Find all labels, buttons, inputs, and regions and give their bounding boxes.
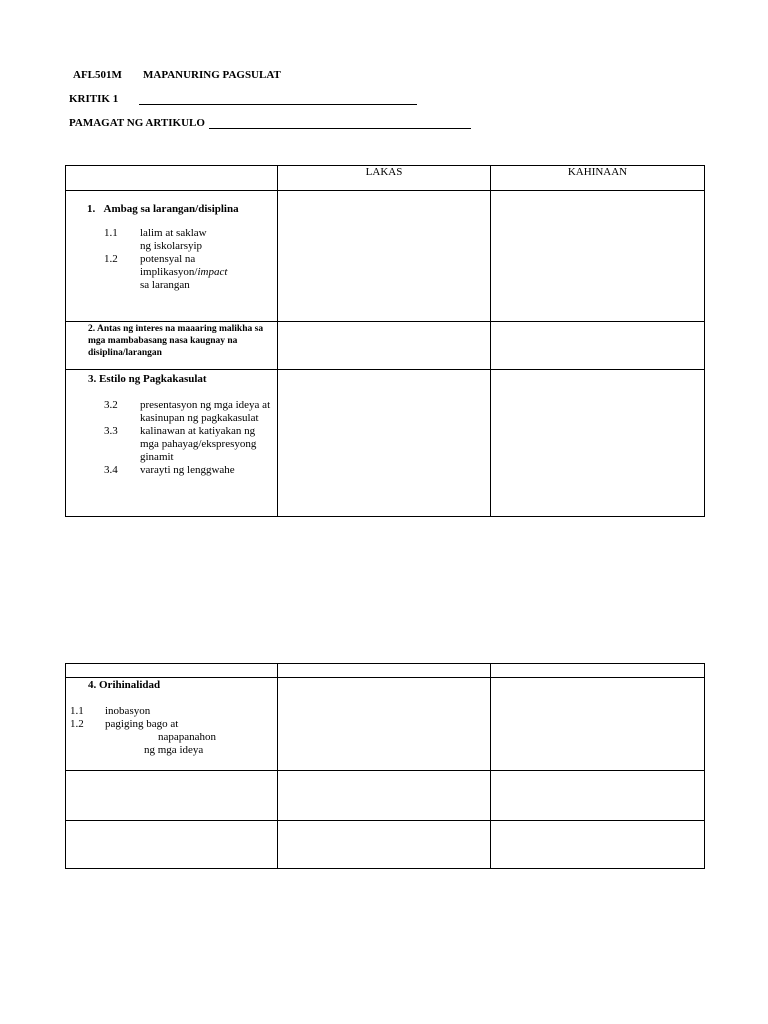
table2-kahinaan-header xyxy=(491,664,705,678)
list-item-continuation: ng mga ideya xyxy=(144,744,204,756)
kritik-blank-line[interactable] xyxy=(139,104,417,105)
blank-criteria-cell[interactable] xyxy=(66,771,278,821)
blank-lakas-cell[interactable] xyxy=(278,821,491,869)
section4-lakas-cell[interactable] xyxy=(278,678,491,771)
section3-title: 3. Estilo ng Pagkakasulat xyxy=(88,373,207,385)
section1-title: 1. Ambag sa larangan/disiplina xyxy=(87,203,239,215)
section3-lakas-cell[interactable] xyxy=(278,370,491,517)
list-item: 1.2 pagiging bago at xyxy=(70,718,179,730)
blank-lakas-cell[interactable] xyxy=(278,771,491,821)
list-item-continuation: napapanahon xyxy=(158,731,217,743)
section4-title: 4. Orihinalidad xyxy=(88,679,161,691)
section4-cell xyxy=(66,678,278,771)
section4-kahinaan-cell[interactable] xyxy=(491,678,705,771)
blank-kahinaan-cell[interactable] xyxy=(491,771,705,821)
kritik-label: KRITIK 1 xyxy=(69,93,119,105)
section1-cell xyxy=(66,191,278,322)
section1-items xyxy=(87,227,277,292)
kahinaan-header: KAHINAAN xyxy=(491,166,705,191)
blank-kahinaan-cell[interactable] xyxy=(491,821,705,869)
critique-table-2 xyxy=(65,663,705,869)
list-item: 1.1 inobasyon xyxy=(70,705,151,717)
pamagat-blank-line[interactable] xyxy=(209,128,471,129)
section1-kahinaan-cell[interactable] xyxy=(491,191,705,322)
table2-header-cell xyxy=(66,664,278,678)
course-code: AFL501M xyxy=(73,69,122,81)
section2-kahinaan-cell[interactable] xyxy=(491,322,705,370)
list-item: 3.2 presentasyon ng mga ideya at kasinupan ng pagkakasulat xyxy=(104,399,271,424)
lakas-header: LAKAS xyxy=(278,166,491,191)
table2-lakas-header xyxy=(278,664,491,678)
section2-lakas-cell[interactable] xyxy=(278,322,491,370)
section2-title: 2. Antas ng interes na maaaring malikha sa mga mambabasang nasa kaugnay na disiplina/larangan xyxy=(88,324,264,358)
section1-lakas-cell[interactable] xyxy=(278,191,491,322)
section4-items xyxy=(66,705,277,757)
pamagat-label: PAMAGAT NG ARTIKULO xyxy=(69,117,205,129)
criteria-header-cell xyxy=(66,166,278,191)
list-item: 1.1 lalim at saklaw ng iskolarsyip xyxy=(104,227,207,252)
section3-items xyxy=(88,399,277,477)
list-item: 3.4 varayti ng lenggwahe xyxy=(104,464,235,476)
blank-criteria-cell[interactable] xyxy=(66,821,278,869)
section2-cell xyxy=(66,322,278,370)
section3-kahinaan-cell[interactable] xyxy=(491,370,705,517)
section3-cell xyxy=(66,370,278,517)
list-item: 1.2 potensyal na implikasyon/impact sa larangan xyxy=(104,253,228,291)
list-item: 3.3 kalinawan at katiyakan ng mga pahayag/ekspresyong ginamit xyxy=(104,425,257,463)
course-title: MAPANURING PAGSULAT xyxy=(143,69,281,81)
critique-table-1 xyxy=(65,165,705,517)
